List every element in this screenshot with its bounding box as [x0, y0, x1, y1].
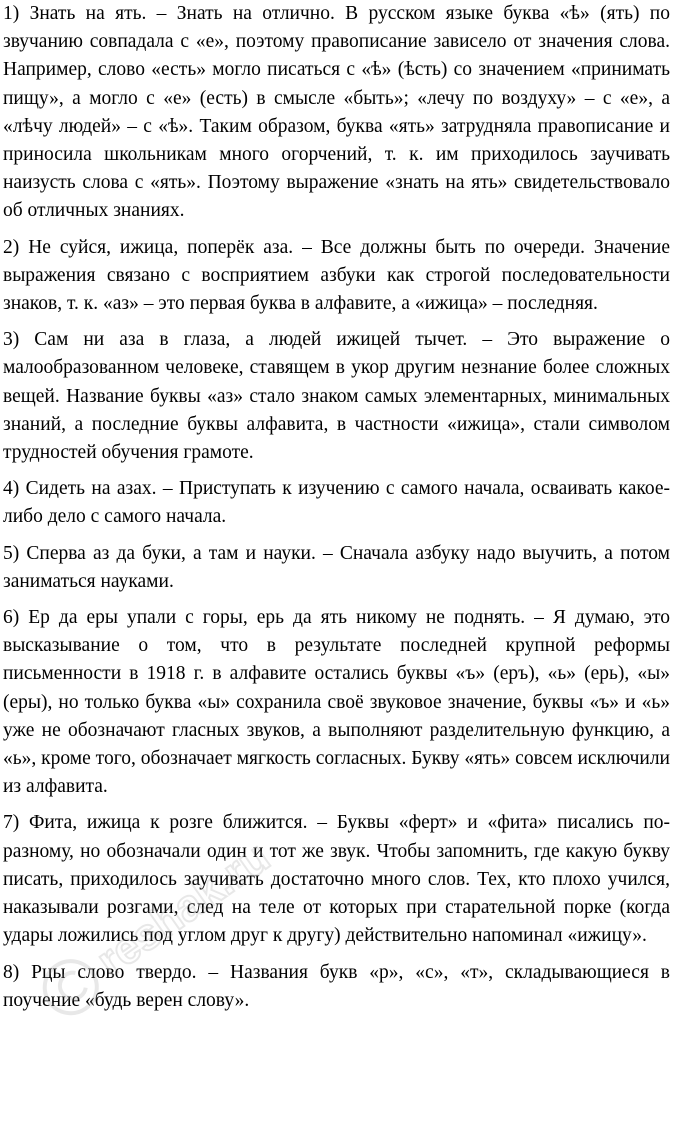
- paragraph-6: 6) Ер да еры упали с горы, ерь да ять никому не поднять. – Я думаю, это высказывание о том, что в результате последней крупной реформы письменности в 1918 г. в алфавите остались буквы «ъ» (еръ), «ь» (ерь), «ы» (еры), но только буква «ы» сохранила своё звуковое значение, буквы «ъ» и «ь» уже не обозначают гласных звуков, а выполняют разделительную функцию, а «ь», кроме того, обозначает мягкость согласных. Букву «ять» совсем исключили из алфавита.: [3, 607, 670, 798]
- paragraph-1: 1) Знать на ять. – Знать на отлично. В русском языке буква «ѣ» (ять) по звучанию совпадала с «е», поэтому правописание зависело от значения слова. Например, слово «есть» могло писаться с «ѣ» (ѣсть) со значением «принимать пищу», а могло с «е» (есть) в смысле «быть»; «лечу по воздуху» – с «е», а «лѣчу людей» – с «ѣ». Таким образом, буква «ять» затрудняла правописание и приносила школьникам много огорчений, т. к. им приходилось заучивать наизусть слова с «ять». Поэтому выражение «знать на ять» свидетельствовало об отличных знаниях.: [3, 3, 670, 222]
- paragraph-5: 5) Сперва аз да буки, а там и науки. – Сначала азбуку надо выучить, а потом заниматься науками.: [3, 542, 670, 592]
- document-page: [3, 0, 670, 1023]
- paragraph-8: 8) Рцы слово твердо. – Названия букв «р», «с», «т», складывающиеся в поучение «будь верен слову».: [3, 961, 670, 1011]
- paragraph-4: 4) Сидеть на азах. – Приступать к изучению с самого начала, осваивать какое-либо дело с самого начала.: [3, 478, 670, 528]
- paragraph-3: 3) Сам ни аза в глаза, а людей ижицей тычет. – Это выражение о малообразованном человеке, ставящем в укор другим незнание более сложных вещей. Название буквы «аз» стало знаком самых элементарных, минимальных знаний, а последние буквы алфавита, в частности «ижица», стали символом трудностей обучения грамоте.: [3, 329, 670, 464]
- watermark-text: reshak.ru: [88, 832, 279, 986]
- paragraph-2: 2) Не суйся, ижица, поперёк аза. – Все должны быть по очереди. Значение выражения связано с восприятием азбуки как строгой последовательности знаков, т. к. «аз» – это первая буква в алфавите, а «ижица» – последняя.: [3, 236, 670, 315]
- paragraph-7: 7) Фита, ижица к розге ближится. – Буквы «ферт» и «фита» писались по-разному, но обозначали один и тот же звук. Чтобы запомнить, где какую букву писать, приходилось заучивать достаточно много слов. Тех, кто плохо учился, наказывали розгами, след на теле от которых при старательной порке (когда удары ложились под углом друг к другу) действительно напоминал «ижицу».: [3, 812, 670, 947]
